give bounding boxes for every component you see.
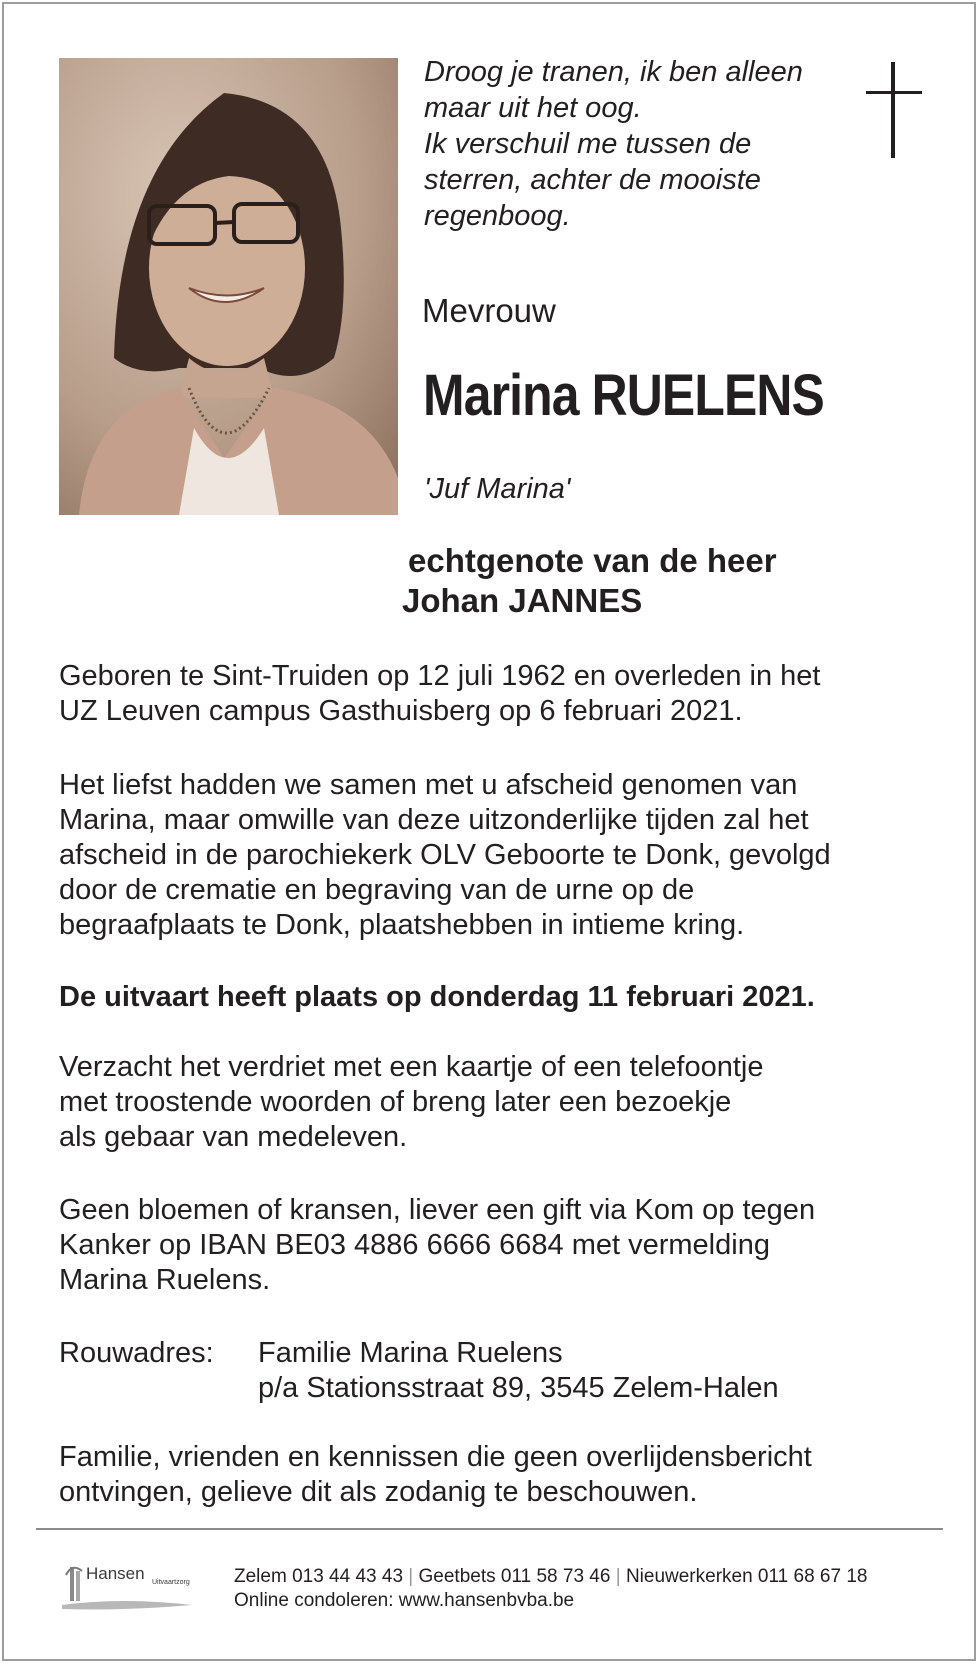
footer-contact [234,1565,867,1613]
text-line: met troostende woorden of breng later een bezoekje [59,1086,732,1118]
text-line: begraafplaats te Donk, plaatshebben in intieme kring. [59,909,745,941]
poem [424,54,844,234]
spouse-line: Johan JANNES [402,582,643,619]
text-line: Geboren te Sint-Truiden op 12 juli 1962 en overleden in het [59,660,821,692]
address-line: p/a Stationsstraat 89, 3545 Zelem-Halen [258,1372,779,1404]
spouse-line: echtgenote van de heer [408,542,777,579]
text-line: UZ Leuven campus Gasthuisberg op 6 februari 2021. [59,695,743,727]
spouse-info [402,541,777,621]
text-line: Familie, vrienden en kennissen die geen overlijdensbericht [59,1441,812,1473]
text-line: afscheid in de parochiekerk OLV Geboorte te Donk, gevolgd [59,839,831,871]
closing-paragraph [59,1440,812,1510]
poem-line: regenboog. [424,200,571,232]
text-line: Geen bloemen of kransen, liever een gift via Kom op tegen [59,1194,816,1226]
footer-divider [36,1528,943,1530]
address-line: Familie Marina Ruelens [258,1337,563,1369]
poem-line: Droog je tranen, ik ben alleen [424,56,803,88]
text-line: Verzacht het verdriet met een kaartje of een telefoontje [59,1051,764,1083]
farewell-paragraph [59,768,831,943]
phone-zelem: Zelem 013 44 43 43 [234,1566,404,1587]
text-line: Marina Ruelens. [59,1264,271,1296]
honorific: Mevrouw [422,292,556,329]
separator: | [615,1566,621,1587]
logo-name: Hansen [86,1564,145,1583]
deceased-name: Marina RUELENS [423,363,824,428]
address-lines [258,1336,779,1406]
donation-paragraph [59,1193,815,1298]
poem-line: maar uit het oog. [424,92,642,124]
comfort-paragraph [59,1050,763,1155]
address-label: Rouwadres: [59,1337,214,1369]
logo-subtitle: Uitvaartzorg [152,1579,190,1586]
text-line: ontvingen, gelieve dit als zodanig te beschouwen. [59,1476,698,1508]
text-line: Marina, maar omwille van deze uitzonderlijke tijden zal het [59,804,809,836]
text-line: Kanker op IBAN BE03 4886 6666 6684 met vermelding [59,1229,770,1261]
poem-line: sterren, achter de mooiste [424,164,761,196]
company-logo [62,1561,202,1613]
footer-phones [234,1565,867,1589]
phone-nieuwerkerken: Nieuwerkerken 011 68 67 18 [625,1566,868,1587]
birth-death-paragraph [59,659,821,729]
online-condolences-link[interactable]: Online condoleren: www.hansenbvba.be [234,1590,575,1611]
separator: | [408,1566,414,1587]
text-line: Het liefst hadden we samen met u afscheid genomen van [59,769,798,801]
funeral-date: De uitvaart heeft plaats op donderdag 11 februari 2021. [59,981,815,1013]
text-line: door de crematie en begraving van de urne op de [59,874,695,906]
cross-icon [866,62,922,158]
phone-geetbets: Geetbets 011 58 73 46 [418,1566,611,1587]
text-line: als gebaar van medeleven. [59,1121,408,1153]
portrait-photo [59,58,398,515]
nickname: 'Juf Marina' [424,473,571,505]
poem-line: Ik verschuil me tussen de [424,128,752,160]
